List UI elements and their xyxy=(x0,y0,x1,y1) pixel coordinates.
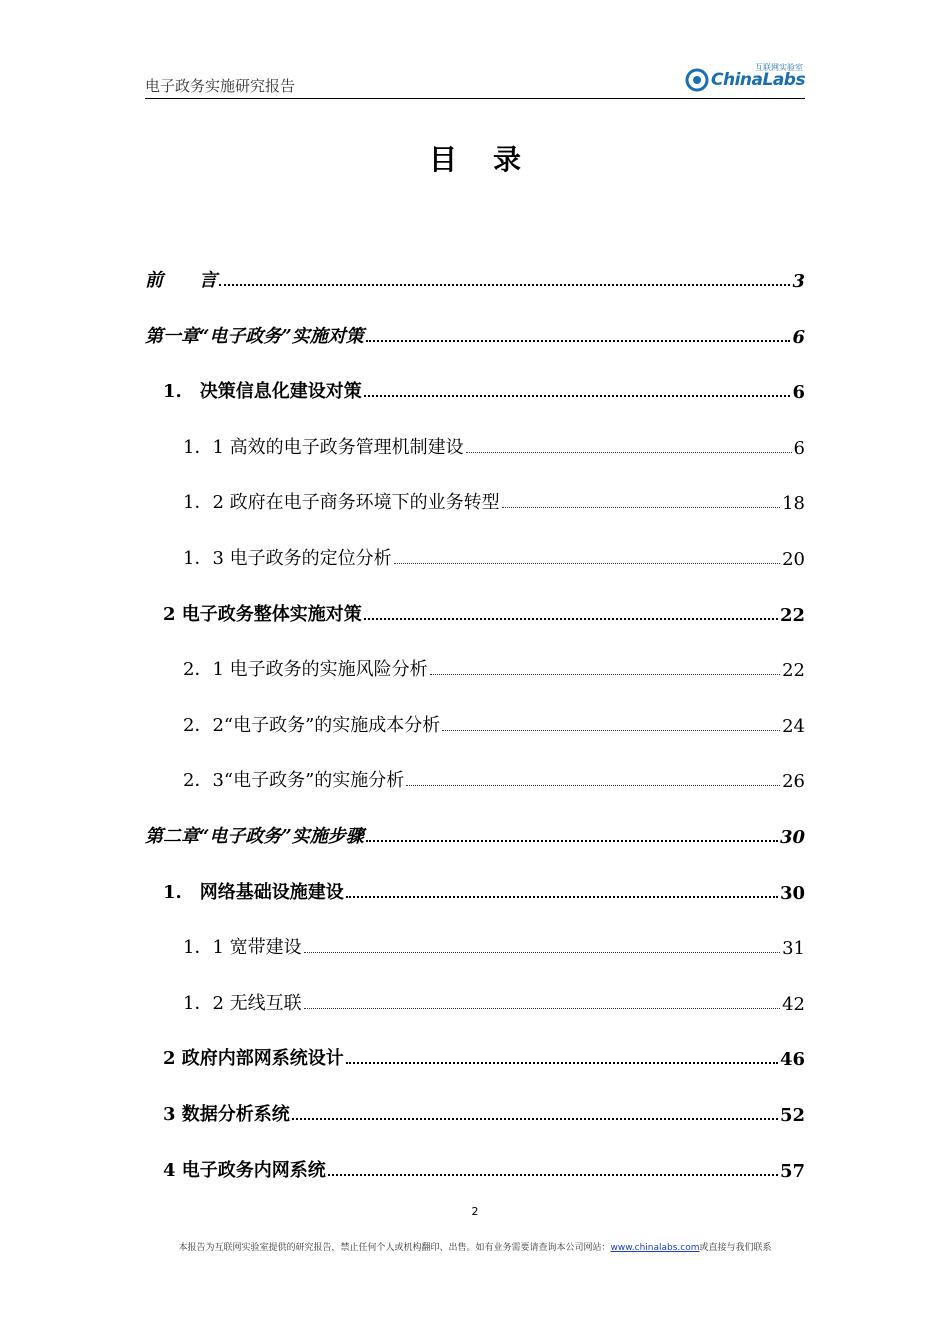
toc-entry-page: 6 xyxy=(793,437,805,459)
toc-entry-label: 2．3“电子政务”的实施分析 xyxy=(183,770,405,792)
toc-entry[interactable] xyxy=(145,762,805,792)
toc-entry-label: 2．1 电子政务的实施风险分析 xyxy=(183,659,428,681)
toc-leader-dots xyxy=(442,730,780,731)
toc-entry[interactable] xyxy=(145,651,805,681)
toc-entry-label: 1．3 电子政务的定位分析 xyxy=(183,548,392,569)
toc-leader-dots xyxy=(304,952,780,953)
page-header xyxy=(145,62,805,99)
toc-entry-page: 52 xyxy=(779,1105,805,1126)
toc-title: 目录 xyxy=(428,143,557,176)
header-title: 电子政务实施研究报告 xyxy=(145,77,296,95)
toc-entry-label: 2．2“电子政务”的实施成本分析 xyxy=(183,714,441,736)
toc-leader-dots xyxy=(346,896,778,898)
page-number: 2 xyxy=(471,1205,479,1218)
toc-entry-page: 3 xyxy=(792,271,805,292)
toc-entry-label: 1. 决策信息化建设对策 xyxy=(163,381,362,403)
toc-entry-label: 1．2 政府在电子商务环境下的业务转型 xyxy=(183,492,500,514)
toc-leader-dots xyxy=(364,618,778,620)
toc-leader-dots xyxy=(304,1008,780,1009)
toc-entry[interactable] xyxy=(145,318,805,348)
toc-entry[interactable] xyxy=(145,484,805,514)
toc-leader-dots xyxy=(328,1174,778,1176)
toc-entry-label: 第二章“电子政务”实施步骤 xyxy=(145,826,364,847)
page-footer xyxy=(0,1240,950,1253)
toc-entry-page: 30 xyxy=(779,882,805,904)
toc-entry-page: 26 xyxy=(782,771,805,793)
toc-leader-dots xyxy=(346,1062,778,1064)
footer-text: 本报告为互联网实验室提供的研究报告，禁止任何个人或机构翻印、出售。如有业务需要请查询本公司网站： xyxy=(178,1243,611,1253)
footer-website-link[interactable]: www.chinalabs.com xyxy=(610,1243,700,1253)
toc-leader-dots xyxy=(292,1118,778,1120)
toc-entry-label: 1. 网络基础设施建设 xyxy=(163,881,344,903)
toc-entry-page: 22 xyxy=(782,660,805,682)
toc-entry-page: 6 xyxy=(792,326,805,348)
logo-text: ChinaLabs xyxy=(711,70,806,90)
toc-entry-label: 2 电子政务整体实施对策 xyxy=(163,603,362,625)
toc-entry-label: 3 数据分析系统 xyxy=(163,1104,290,1125)
toc-entry[interactable] xyxy=(145,1096,805,1126)
toc-entry[interactable] xyxy=(145,540,805,570)
toc-entry[interactable] xyxy=(145,262,805,292)
toc-entry[interactable] xyxy=(145,707,805,737)
toc-leader-dots xyxy=(394,563,780,564)
footer-text-end: 或直接与我们联系 xyxy=(699,1243,772,1253)
toc-entry-label: 1．1 高效的电子政务管理机制建设 xyxy=(183,436,464,458)
toc-entry-label: 4 电子政务内网系统 xyxy=(163,1159,326,1181)
toc-entry-label: 2 政府内部网系统设计 xyxy=(163,1048,344,1070)
toc-entry-page: 42 xyxy=(782,993,805,1015)
toc-leader-dots xyxy=(364,395,791,397)
toc-entry[interactable] xyxy=(145,985,805,1015)
toc-entry[interactable] xyxy=(145,429,805,459)
toc-entry[interactable] xyxy=(145,929,805,959)
toc-entry-page: 18 xyxy=(782,493,805,515)
toc-entry-page: 24 xyxy=(782,715,805,737)
toc-entry-label: 1．2 无线互联 xyxy=(183,992,302,1014)
chinalabs-logo xyxy=(685,62,805,94)
toc-leader-dots xyxy=(406,785,780,786)
toc-leader-dots xyxy=(502,507,780,508)
logo-cn-text: 互联网实验室 xyxy=(755,63,803,72)
toc-entry-page: 22 xyxy=(779,604,805,626)
toc-entry-page: 46 xyxy=(779,1049,805,1071)
toc-entry[interactable] xyxy=(145,1152,805,1182)
toc-entry-label: 1．1 宽带建设 xyxy=(183,937,302,959)
toc-leader-dots xyxy=(466,452,792,453)
toc-entry[interactable] xyxy=(145,1040,805,1070)
toc-entry-page: 20 xyxy=(782,549,805,570)
toc-leader-dots xyxy=(366,840,778,842)
toc-leader-dots xyxy=(366,340,791,342)
toc-entry[interactable] xyxy=(145,373,805,403)
toc-entry[interactable] xyxy=(145,596,805,626)
toc-entry-label: 前 言 xyxy=(145,270,217,291)
logo-mark-icon xyxy=(685,68,709,92)
toc-entry[interactable] xyxy=(145,874,805,904)
toc-entry[interactable] xyxy=(145,818,805,848)
toc-leader-dots xyxy=(219,284,790,286)
toc-entry-page: 30 xyxy=(779,827,805,848)
toc-entry-label: 第一章“电子政务”实施对策 xyxy=(145,325,364,347)
toc-leader-dots xyxy=(430,674,780,675)
toc-entry-page: 57 xyxy=(779,1160,805,1182)
toc-entry-page: 6 xyxy=(792,382,805,404)
toc-entry-page: 31 xyxy=(782,938,805,960)
